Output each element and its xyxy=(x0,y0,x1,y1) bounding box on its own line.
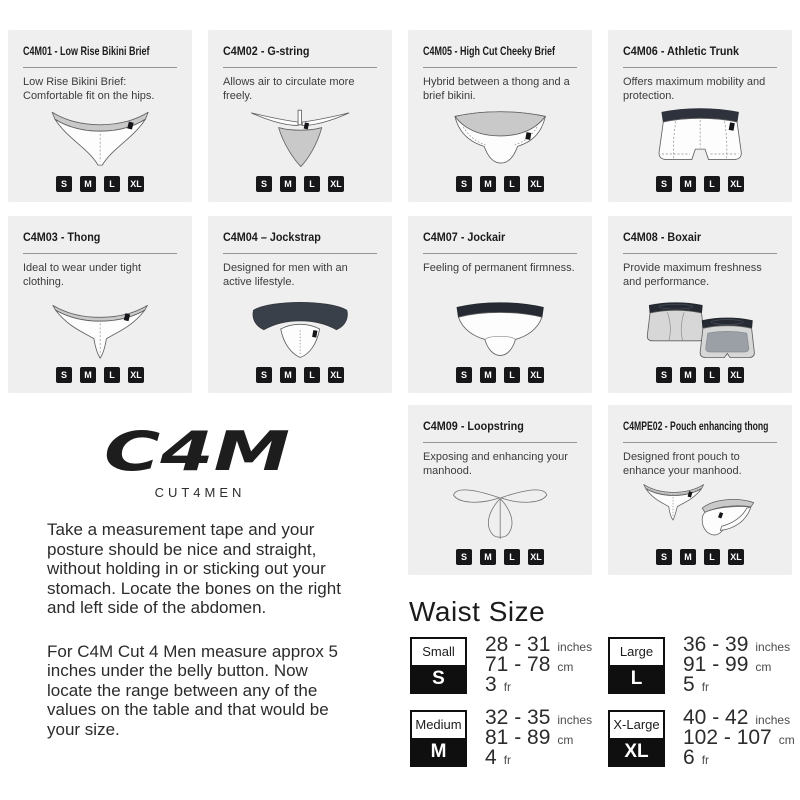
inches-range: 40 - 42 xyxy=(683,706,749,729)
divider xyxy=(623,253,777,254)
fr-value: 3 xyxy=(485,673,497,696)
product-title: C4M01 - Low Rise Bikini Brief xyxy=(23,44,150,58)
size-badge-l: L xyxy=(704,176,720,192)
product-title: C4M07 - Jockair xyxy=(423,230,506,244)
size-badge-l: L xyxy=(704,549,720,565)
fr-unit: fr xyxy=(503,753,512,767)
size-values xyxy=(683,635,790,695)
cm-unit: cm xyxy=(755,660,772,674)
size-badge-l: L xyxy=(504,176,520,192)
bikini-brief-illustration xyxy=(20,106,180,170)
size-box-large xyxy=(608,637,665,694)
size-badge-xl: XL xyxy=(328,367,344,383)
divider xyxy=(423,67,577,68)
size-badge-xl: XL xyxy=(528,367,544,383)
size-entry-large xyxy=(608,633,791,696)
waist-size-heading: Waist Size xyxy=(409,596,546,627)
size-badge-xl: XL xyxy=(728,176,744,192)
c4m-logo-icon xyxy=(103,425,293,479)
divider xyxy=(623,67,777,68)
size-badge-s: S xyxy=(656,176,672,192)
cm-range: 102 - 107 xyxy=(683,726,772,749)
size-badge-l: L xyxy=(304,367,320,383)
instruction-paragraph-1: Take a measurement tape and your posture should be nice and straight, without holding in or sticking out your stomach. Locate the bones on the right and left side of the abdomen. xyxy=(47,520,341,617)
cm-range: 91 - 99 xyxy=(683,653,749,676)
product-card-c4m02 xyxy=(208,30,392,202)
product-card-c4m05 xyxy=(408,30,592,202)
size-values xyxy=(683,708,795,768)
cm-range: 81 - 89 xyxy=(485,726,551,749)
fr-unit: fr xyxy=(701,753,710,767)
size-badge-xl: XL xyxy=(128,367,144,383)
size-badge-xl: XL xyxy=(728,367,744,383)
size-badges xyxy=(208,367,392,383)
product-description: Low Rise Bikini Brief: Comfortable fit on the hips. xyxy=(23,76,155,103)
size-badges xyxy=(608,549,792,565)
divider xyxy=(23,67,177,68)
size-badge-m: M xyxy=(480,176,496,192)
product-card-c4m04 xyxy=(208,216,392,393)
size-badges xyxy=(608,176,792,192)
jockair-illustration xyxy=(420,297,580,361)
size-name: Small xyxy=(422,644,455,659)
size-badge-xl: XL xyxy=(328,176,344,192)
product-card-c4m09 xyxy=(408,405,592,575)
thong-illustration xyxy=(20,297,180,361)
size-badges xyxy=(8,367,192,383)
athletic-trunk-illustration xyxy=(620,106,780,170)
product-card-c4m01 xyxy=(8,30,192,202)
inches-range: 32 - 35 xyxy=(485,706,551,729)
size-badge-s: S xyxy=(456,367,472,383)
cm-unit: cm xyxy=(778,733,795,747)
g-string-illustration xyxy=(220,106,380,170)
divider xyxy=(223,67,377,68)
size-box-small xyxy=(410,637,467,694)
cm-range: 71 - 78 xyxy=(485,653,551,676)
size-badges xyxy=(208,176,392,192)
size-badge-xl: XL xyxy=(528,549,544,565)
product-description: Allows air to circulate more freely. xyxy=(223,76,355,103)
size-badge-m: M xyxy=(680,549,696,565)
svg-text:C4M: C4M xyxy=(104,425,290,479)
size-values xyxy=(485,708,592,768)
size-badge-l: L xyxy=(104,176,120,192)
loopstring-illustration xyxy=(420,479,580,543)
product-description: Designed for men with an active lifestyle. xyxy=(223,262,348,289)
product-description: Designed front pouch to enhance your manhood. xyxy=(623,451,742,478)
product-description: Exposing and enhancing your manhood. xyxy=(423,451,568,478)
size-badge-m: M xyxy=(80,176,96,192)
cm-unit: cm xyxy=(557,660,574,674)
size-badge-s: S xyxy=(656,367,672,383)
size-badge-m: M xyxy=(480,549,496,565)
brand-logo xyxy=(103,425,293,500)
size-badges xyxy=(408,549,592,565)
size-values xyxy=(485,635,592,695)
size-entry-small xyxy=(410,633,593,696)
product-description: Hybrid between a thong and a brief bikini. xyxy=(423,76,570,103)
size-entry-medium xyxy=(410,706,593,769)
size-badge-m: M xyxy=(680,367,696,383)
size-badge-s: S xyxy=(56,367,72,383)
product-description: Offers maximum mobility and protection. xyxy=(623,76,766,103)
size-badge-s: S xyxy=(456,549,472,565)
divider xyxy=(623,442,777,443)
product-description: Feeling of permanent firmness. xyxy=(423,262,575,274)
inches-unit: inches xyxy=(557,640,593,654)
brand-subtext: CUT4MEN xyxy=(154,485,246,500)
size-box-xlarge xyxy=(608,710,665,767)
size-badges xyxy=(8,176,192,192)
divider xyxy=(423,253,577,254)
size-abbr: S xyxy=(412,665,465,692)
size-badge-s: S xyxy=(656,549,672,565)
product-title: C4M08 - Boxair xyxy=(623,230,702,244)
boxair-illustration xyxy=(620,297,780,361)
inches-range: 36 - 39 xyxy=(683,633,749,656)
size-badges xyxy=(408,367,592,383)
size-badge-xl: XL xyxy=(128,176,144,192)
size-name: X-Large xyxy=(613,717,660,732)
size-badge-l: L xyxy=(704,367,720,383)
product-title: C4M05 - High Cut Cheeky Brief xyxy=(423,44,556,58)
size-entry-xlarge xyxy=(608,706,795,769)
product-title: C4MPE02 - Pouch enhancing thong xyxy=(623,419,769,433)
size-name: Large xyxy=(619,644,654,659)
cm-unit: cm xyxy=(557,733,574,747)
measurement-instructions xyxy=(47,520,352,739)
size-box-medium xyxy=(410,710,467,767)
fr-unit: fr xyxy=(503,680,512,694)
size-abbr: L xyxy=(610,665,663,692)
size-badge-m: M xyxy=(680,176,696,192)
fr-value: 5 xyxy=(683,673,695,696)
fr-value: 4 xyxy=(485,746,497,769)
product-title: C4M03 - Thong xyxy=(23,230,101,244)
product-title: C4M04 – Jockstrap xyxy=(223,230,321,244)
size-badge-xl: XL xyxy=(528,176,544,192)
product-description: Provide maximum freshness and performance. xyxy=(623,262,762,289)
divider xyxy=(423,442,577,443)
cheeky-brief-illustration xyxy=(420,106,580,170)
product-title: C4M06 - Athletic Trunk xyxy=(623,44,740,58)
instruction-paragraph-2: For C4M Cut 4 Men measure approx 5 inches under the belly button. Now locate the range between any of the values on the table and that would be your size. xyxy=(47,641,339,739)
size-badge-l: L xyxy=(504,549,520,565)
inches-unit: inches xyxy=(755,640,791,654)
fr-unit: fr xyxy=(701,680,710,694)
product-card-c4m03 xyxy=(8,216,192,393)
size-badge-m: M xyxy=(80,367,96,383)
inches-range: 28 - 31 xyxy=(485,633,551,656)
product-card-c4m07 xyxy=(408,216,592,393)
size-badge-l: L xyxy=(304,176,320,192)
size-badge-l: L xyxy=(104,367,120,383)
pouch-thong-illustration xyxy=(620,479,780,543)
size-abbr: XL xyxy=(610,738,663,765)
size-badge-xl: XL xyxy=(728,549,744,565)
product-card-c4m08 xyxy=(608,216,792,393)
size-abbr: M xyxy=(412,738,465,765)
product-card-c4m06 xyxy=(608,30,792,202)
size-badge-l: L xyxy=(504,367,520,383)
size-badge-m: M xyxy=(280,176,296,192)
size-badge-m: M xyxy=(280,367,296,383)
size-badge-s: S xyxy=(256,367,272,383)
size-badge-s: S xyxy=(456,176,472,192)
inches-unit: inches xyxy=(557,713,593,727)
fr-value: 6 xyxy=(683,746,695,769)
product-card-c4mpe02 xyxy=(608,405,792,575)
size-badge-s: S xyxy=(256,176,272,192)
size-badges xyxy=(608,367,792,383)
divider xyxy=(23,253,177,254)
size-name: Medium xyxy=(415,717,462,732)
product-title: C4M02 - G-string xyxy=(223,44,310,58)
jockstrap-illustration xyxy=(220,297,380,361)
inches-unit: inches xyxy=(755,713,791,727)
size-badge-m: M xyxy=(480,367,496,383)
size-badge-s: S xyxy=(56,176,72,192)
divider xyxy=(223,253,377,254)
product-description: Ideal to wear under tight clothing. xyxy=(23,262,142,289)
size-badges xyxy=(408,176,592,192)
product-title: C4M09 - Loopstring xyxy=(423,419,524,433)
